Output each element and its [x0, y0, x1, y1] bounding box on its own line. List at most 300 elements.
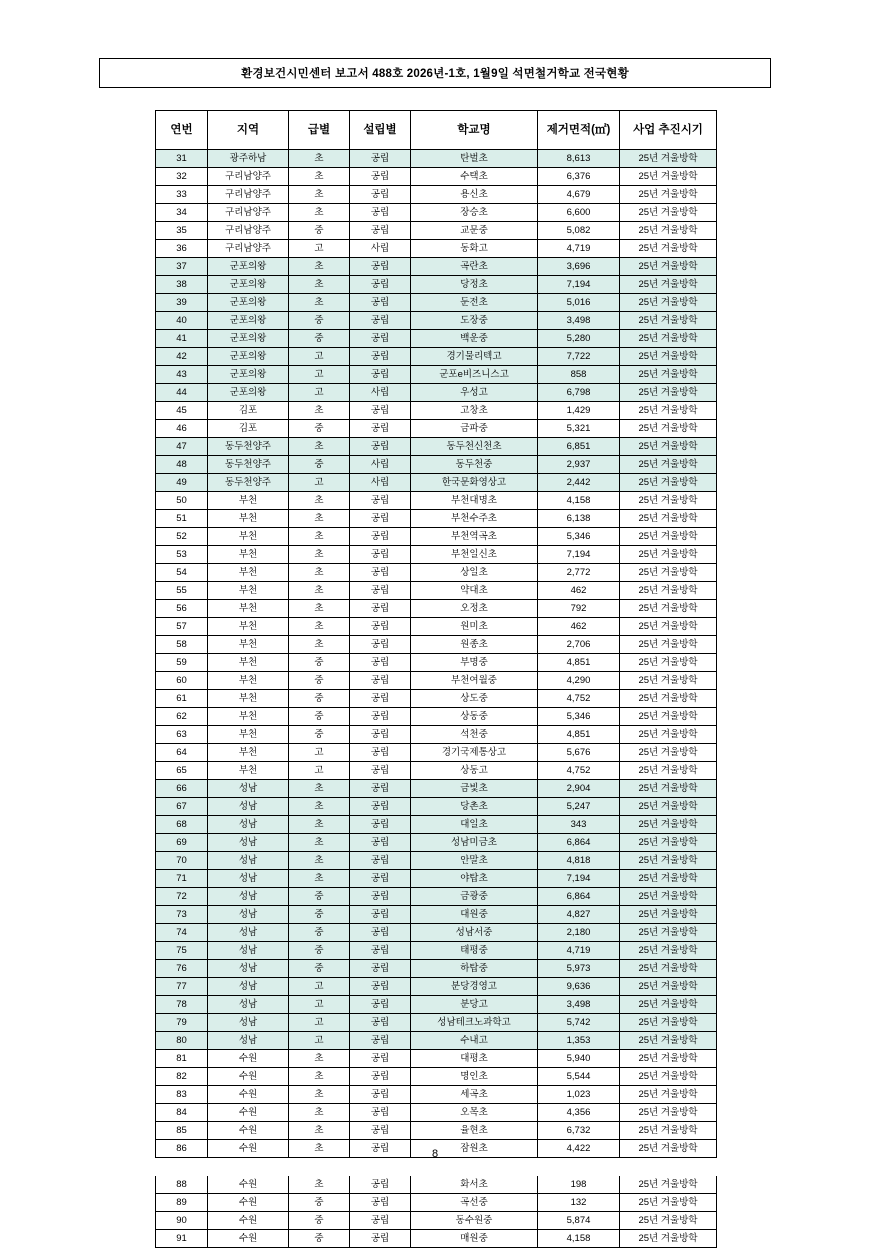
cell-region: 군포의왕: [208, 294, 289, 312]
asbestos-removal-table: [155, 110, 717, 1248]
cell-establishment: 공립: [350, 1068, 411, 1086]
cell-schedule: 25년 겨울방학: [620, 906, 717, 924]
cell-region: 수원: [208, 1068, 289, 1086]
cell-establishment: 공립: [350, 1176, 411, 1194]
cell-removal-area: 4,752: [538, 690, 620, 708]
cell-region: 부천: [208, 600, 289, 618]
cell-schedule: 25년 겨울방학: [620, 870, 717, 888]
cell-establishment: 공립: [350, 1140, 411, 1158]
cell-level: 초: [289, 816, 350, 834]
cell-no: 76: [156, 960, 208, 978]
cell-establishment: 공립: [350, 1014, 411, 1032]
cell-no: 60: [156, 672, 208, 690]
cell-establishment: 공립: [350, 420, 411, 438]
cell-region: 부천: [208, 546, 289, 564]
cell-no: 48: [156, 456, 208, 474]
cell-no: 58: [156, 636, 208, 654]
cell-schedule: 25년 겨울방학: [620, 942, 717, 960]
cell-school-name: 부천수주초: [411, 510, 538, 528]
cell-removal-area: 6,864: [538, 888, 620, 906]
cell-school-name: 당정초: [411, 276, 538, 294]
cell-no: 82: [156, 1068, 208, 1086]
table-row: [156, 1176, 717, 1194]
cell-level: 초: [289, 510, 350, 528]
cell-region: 구리남양주: [208, 186, 289, 204]
cell-schedule: 25년 겨울방학: [620, 1032, 717, 1050]
cell-level: 초: [289, 204, 350, 222]
cell-region: 성남: [208, 852, 289, 870]
table-row: [156, 636, 717, 654]
cell-schedule: 25년 겨울방학: [620, 402, 717, 420]
cell-removal-area: 7,194: [538, 546, 620, 564]
cell-schedule: 25년 겨울방학: [620, 276, 717, 294]
cell-region: 수원: [208, 1122, 289, 1140]
cell-establishment: 공립: [350, 780, 411, 798]
cell-no: 78: [156, 996, 208, 1014]
cell-establishment: 공립: [350, 528, 411, 546]
cell-removal-area: 4,818: [538, 852, 620, 870]
cell-schedule: 25년 겨울방학: [620, 888, 717, 906]
cell-school-name: 약대초: [411, 582, 538, 600]
cell-removal-area: 1,023: [538, 1086, 620, 1104]
cell-removal-area: 4,827: [538, 906, 620, 924]
cell-level: 초: [289, 636, 350, 654]
table-row: [156, 240, 717, 258]
cell-schedule: 25년 겨울방학: [620, 924, 717, 942]
cell-region: 군포의왕: [208, 384, 289, 402]
cell-region: 수원: [208, 1212, 289, 1230]
cell-school-name: 경기물리텍고: [411, 348, 538, 366]
cell-school-name: 우성고: [411, 384, 538, 402]
cell-establishment: 공립: [350, 636, 411, 654]
cell-establishment: 공립: [350, 600, 411, 618]
cell-schedule: 25년 겨울방학: [620, 690, 717, 708]
cell-school-name: 부명중: [411, 654, 538, 672]
cell-removal-area: 858: [538, 366, 620, 384]
cell-establishment: 공립: [350, 258, 411, 276]
column-header-level: 급별: [289, 111, 350, 150]
cell-schedule: 25년 겨울방학: [620, 312, 717, 330]
cell-removal-area: 2,706: [538, 636, 620, 654]
cell-no: 56: [156, 600, 208, 618]
table-row: [156, 204, 717, 222]
cell-level: 중: [289, 1212, 350, 1230]
cell-schedule: 25년 겨울방학: [620, 474, 717, 492]
cell-schedule: 25년 겨울방학: [620, 654, 717, 672]
cell-no: 50: [156, 492, 208, 510]
table-row: [156, 924, 717, 942]
cell-establishment: 공립: [350, 186, 411, 204]
cell-region: 부천: [208, 510, 289, 528]
cell-level: 중: [289, 222, 350, 240]
column-header-no: 연번: [156, 111, 208, 150]
table-row: [156, 294, 717, 312]
table-row: [156, 1086, 717, 1104]
cell-no: 43: [156, 366, 208, 384]
cell-region: 성남: [208, 906, 289, 924]
cell-schedule: 25년 겨울방학: [620, 798, 717, 816]
table-row: [156, 852, 717, 870]
cell-region: 부천: [208, 708, 289, 726]
cell-school-name: 상도중: [411, 690, 538, 708]
cell-removal-area: 5,321: [538, 420, 620, 438]
cell-removal-area: 5,280: [538, 330, 620, 348]
cell-schedule: 25년 겨울방학: [620, 834, 717, 852]
cell-school-name: 성남서중: [411, 924, 538, 942]
cell-school-name: 야탑초: [411, 870, 538, 888]
cell-no: 88: [156, 1176, 208, 1194]
table-row: [156, 942, 717, 960]
cell-schedule: 25년 겨울방학: [620, 618, 717, 636]
cell-establishment: 공립: [350, 1230, 411, 1248]
cell-establishment: 공립: [350, 996, 411, 1014]
cell-school-name: 곡란초: [411, 258, 538, 276]
cell-schedule: 25년 겨울방학: [620, 744, 717, 762]
cell-removal-area: 5,742: [538, 1014, 620, 1032]
cell-school-name: 오목초: [411, 1104, 538, 1122]
asbestos-removal-table-wrap: [155, 110, 716, 1248]
cell-level: 중: [289, 456, 350, 474]
table-row: [156, 816, 717, 834]
cell-schedule: 25년 겨울방학: [620, 150, 717, 168]
cell-establishment: 공립: [350, 1086, 411, 1104]
cell-level: 중: [289, 726, 350, 744]
cell-no: 62: [156, 708, 208, 726]
cell-school-name: 부천일신초: [411, 546, 538, 564]
cell-removal-area: 3,696: [538, 258, 620, 276]
cell-level: 중: [289, 924, 350, 942]
table-row: [156, 402, 717, 420]
table-row: [156, 510, 717, 528]
cell-no: 39: [156, 294, 208, 312]
cell-school-name: 성남테크노과학고: [411, 1014, 538, 1032]
cell-no: 42: [156, 348, 208, 366]
cell-no: 33: [156, 186, 208, 204]
cell-removal-area: 2,937: [538, 456, 620, 474]
cell-level: 초: [289, 546, 350, 564]
cell-no: 63: [156, 726, 208, 744]
cell-removal-area: 4,752: [538, 762, 620, 780]
cell-removal-area: 5,247: [538, 798, 620, 816]
table-row: [156, 798, 717, 816]
cell-establishment: 공립: [350, 870, 411, 888]
cell-establishment: 사립: [350, 240, 411, 258]
cell-schedule: 25년 겨울방학: [620, 168, 717, 186]
table-row: [156, 456, 717, 474]
cell-school-name: 수내고: [411, 1032, 538, 1050]
table-row: [156, 888, 717, 906]
cell-level: 초: [289, 870, 350, 888]
cell-no: 91: [156, 1230, 208, 1248]
cell-establishment: 공립: [350, 564, 411, 582]
table-row: [156, 996, 717, 1014]
cell-establishment: 공립: [350, 1032, 411, 1050]
table-row: [156, 546, 717, 564]
cell-school-name: 율현초: [411, 1122, 538, 1140]
cell-school-name: 성남미금초: [411, 834, 538, 852]
cell-no: 71: [156, 870, 208, 888]
cell-removal-area: 9,636: [538, 978, 620, 996]
cell-level: 초: [289, 528, 350, 546]
table-row: [156, 528, 717, 546]
cell-region: 성남: [208, 942, 289, 960]
cell-region: 부천: [208, 492, 289, 510]
table-row: [156, 1230, 717, 1248]
cell-establishment: 공립: [350, 924, 411, 942]
table-row: [156, 438, 717, 456]
column-header-region: 지역: [208, 111, 289, 150]
cell-level: 고: [289, 996, 350, 1014]
cell-removal-area: 6,798: [538, 384, 620, 402]
cell-region: 수원: [208, 1086, 289, 1104]
cell-schedule: 25년 겨울방학: [620, 240, 717, 258]
cell-removal-area: 132: [538, 1194, 620, 1212]
cell-school-name: 용신초: [411, 186, 538, 204]
cell-region: 군포의왕: [208, 348, 289, 366]
cell-level: 초: [289, 1122, 350, 1140]
cell-level: 고: [289, 978, 350, 996]
cell-level: 중: [289, 690, 350, 708]
cell-no: 72: [156, 888, 208, 906]
table-row: [156, 312, 717, 330]
table-row: [156, 726, 717, 744]
cell-schedule: 25년 겨울방학: [620, 582, 717, 600]
cell-no: 47: [156, 438, 208, 456]
table-row: [156, 474, 717, 492]
cell-removal-area: 1,353: [538, 1032, 620, 1050]
cell-school-name: 세곡초: [411, 1086, 538, 1104]
cell-no: 41: [156, 330, 208, 348]
cell-level: 초: [289, 780, 350, 798]
cell-removal-area: 4,158: [538, 492, 620, 510]
cell-schedule: 25년 겨울방학: [620, 546, 717, 564]
cell-removal-area: 4,158: [538, 1230, 620, 1248]
cell-schedule: 25년 겨울방학: [620, 996, 717, 1014]
table-row: [156, 186, 717, 204]
cell-school-name: 당촌초: [411, 798, 538, 816]
cell-establishment: 사립: [350, 474, 411, 492]
cell-no: 45: [156, 402, 208, 420]
table-row: [156, 780, 717, 798]
table-row: [156, 564, 717, 582]
cell-establishment: 공립: [350, 1194, 411, 1212]
cell-level: 중: [289, 708, 350, 726]
table-row: [156, 1032, 717, 1050]
cell-establishment: 공립: [350, 1104, 411, 1122]
table-row: [156, 708, 717, 726]
column-header-establishment: 설립별: [350, 111, 411, 150]
cell-schedule: 25년 겨울방학: [620, 816, 717, 834]
cell-no: 65: [156, 762, 208, 780]
cell-region: 부천: [208, 528, 289, 546]
cell-removal-area: 6,732: [538, 1122, 620, 1140]
cell-no: 52: [156, 528, 208, 546]
cell-level: 고: [289, 744, 350, 762]
cell-removal-area: 5,016: [538, 294, 620, 312]
cell-level: 중: [289, 330, 350, 348]
cell-region: 수원: [208, 1194, 289, 1212]
cell-removal-area: 3,498: [538, 996, 620, 1014]
cell-level: 중: [289, 1230, 350, 1248]
cell-region: 부천: [208, 744, 289, 762]
cell-no: 37: [156, 258, 208, 276]
cell-region: 군포의왕: [208, 312, 289, 330]
cell-level: 고: [289, 762, 350, 780]
cell-establishment: 사립: [350, 456, 411, 474]
cell-schedule: 25년 겨울방학: [620, 1068, 717, 1086]
cell-level: 초: [289, 1104, 350, 1122]
cell-school-name: 원종초: [411, 636, 538, 654]
cell-level: 초: [289, 618, 350, 636]
cell-region: 부천: [208, 582, 289, 600]
cell-level: 초: [289, 798, 350, 816]
cell-schedule: 25년 겨울방학: [620, 1230, 717, 1248]
cell-level: 초: [289, 582, 350, 600]
cell-establishment: 공립: [350, 798, 411, 816]
cell-removal-area: 4,851: [538, 726, 620, 744]
cell-no: 32: [156, 168, 208, 186]
table-row: [156, 1104, 717, 1122]
cell-region: 성남: [208, 960, 289, 978]
cell-establishment: 공립: [350, 906, 411, 924]
cell-removal-area: 2,180: [538, 924, 620, 942]
cell-establishment: 공립: [350, 726, 411, 744]
cell-school-name: 상동중: [411, 708, 538, 726]
cell-region: 수원: [208, 1230, 289, 1248]
table-row: [156, 366, 717, 384]
cell-removal-area: 5,082: [538, 222, 620, 240]
cell-level: 초: [289, 1140, 350, 1158]
cell-removal-area: 4,290: [538, 672, 620, 690]
cell-removal-area: 4,719: [538, 942, 620, 960]
cell-removal-area: 7,722: [538, 348, 620, 366]
cell-no: 61: [156, 690, 208, 708]
cell-schedule: 25년 겨울방학: [620, 222, 717, 240]
cell-schedule: 25년 겨울방학: [620, 564, 717, 582]
cell-schedule: 25년 겨울방학: [620, 1176, 717, 1194]
cell-no: 55: [156, 582, 208, 600]
cell-establishment: 공립: [350, 942, 411, 960]
cell-schedule: 25년 겨울방학: [620, 1140, 717, 1158]
cell-no: 46: [156, 420, 208, 438]
cell-schedule: 25년 겨울방학: [620, 294, 717, 312]
cell-establishment: 공립: [350, 492, 411, 510]
cell-schedule: 25년 겨울방학: [620, 1050, 717, 1068]
cell-schedule: 25년 겨울방학: [620, 366, 717, 384]
cell-schedule: 25년 겨울방학: [620, 978, 717, 996]
cell-level: 초: [289, 600, 350, 618]
cell-region: 군포의왕: [208, 330, 289, 348]
cell-establishment: 공립: [350, 960, 411, 978]
table-row: [156, 744, 717, 762]
cell-level: 초: [289, 852, 350, 870]
cell-school-name: 금빛초: [411, 780, 538, 798]
cell-region: 동두천양주: [208, 438, 289, 456]
cell-establishment: 공립: [350, 582, 411, 600]
cell-school-name: 잠원초: [411, 1140, 538, 1158]
cell-no: 75: [156, 942, 208, 960]
cell-schedule: 25년 겨울방학: [620, 1086, 717, 1104]
cell-level: 중: [289, 654, 350, 672]
cell-establishment: 공립: [350, 366, 411, 384]
cell-schedule: 25년 겨울방학: [620, 330, 717, 348]
cell-school-name: 태평중: [411, 942, 538, 960]
cell-region: 성남: [208, 834, 289, 852]
cell-school-name: 금파중: [411, 420, 538, 438]
cell-removal-area: 198: [538, 1176, 620, 1194]
cell-school-name: 동수원중: [411, 1212, 538, 1230]
cell-region: 부천: [208, 726, 289, 744]
cell-schedule: 25년 겨울방학: [620, 600, 717, 618]
cell-school-name: 경기국제통상고: [411, 744, 538, 762]
cell-region: 구리남양주: [208, 222, 289, 240]
cell-level: 초: [289, 1050, 350, 1068]
cell-level: 중: [289, 312, 350, 330]
cell-removal-area: 6,851: [538, 438, 620, 456]
cell-schedule: 25년 겨울방학: [620, 510, 717, 528]
cell-establishment: 공립: [350, 690, 411, 708]
cell-removal-area: 5,544: [538, 1068, 620, 1086]
cell-level: 중: [289, 1194, 350, 1212]
cell-establishment: 공립: [350, 546, 411, 564]
cell-schedule: 25년 겨울방학: [620, 528, 717, 546]
cell-schedule: 25년 겨울방학: [620, 186, 717, 204]
cell-level: 초: [289, 150, 350, 168]
table-row: [156, 582, 717, 600]
cell-establishment: 공립: [350, 312, 411, 330]
cell-removal-area: 6,864: [538, 834, 620, 852]
cell-removal-area: 6,600: [538, 204, 620, 222]
cell-establishment: 공립: [350, 816, 411, 834]
cell-school-name: 상동고: [411, 762, 538, 780]
cell-no: 89: [156, 1194, 208, 1212]
cell-establishment: 공립: [350, 204, 411, 222]
cell-region: 수원: [208, 1050, 289, 1068]
cell-schedule: 25년 겨울방학: [620, 852, 717, 870]
cell-region: 성남: [208, 978, 289, 996]
table-row: [156, 834, 717, 852]
table-row: [156, 654, 717, 672]
cell-no: 59: [156, 654, 208, 672]
cell-removal-area: 4,851: [538, 654, 620, 672]
cell-school-name: 화서초: [411, 1176, 538, 1194]
cell-level: 초: [289, 402, 350, 420]
cell-school-name: 한국문화영상고: [411, 474, 538, 492]
cell-removal-area: 6,138: [538, 510, 620, 528]
cell-level: 중: [289, 888, 350, 906]
cell-removal-area: 462: [538, 618, 620, 636]
table-row: [156, 906, 717, 924]
table-row: [156, 330, 717, 348]
cell-level: 초: [289, 564, 350, 582]
table-header-row: [156, 111, 717, 150]
cell-region: 광주하남: [208, 150, 289, 168]
cell-no: 68: [156, 816, 208, 834]
cell-no: 90: [156, 1212, 208, 1230]
page-bottom-clip: [0, 1158, 870, 1176]
cell-removal-area: 7,194: [538, 276, 620, 294]
page-number: 8: [431, 1148, 439, 1160]
cell-schedule: 25년 겨울방학: [620, 258, 717, 276]
cell-region: 수원: [208, 1140, 289, 1158]
cell-region: 부천: [208, 618, 289, 636]
table-row: [156, 1194, 717, 1212]
cell-schedule: 25년 겨울방학: [620, 204, 717, 222]
cell-removal-area: 2,904: [538, 780, 620, 798]
column-header-school-name: 학교명: [411, 111, 538, 150]
cell-school-name: 도장중: [411, 312, 538, 330]
cell-school-name: 부천대명초: [411, 492, 538, 510]
